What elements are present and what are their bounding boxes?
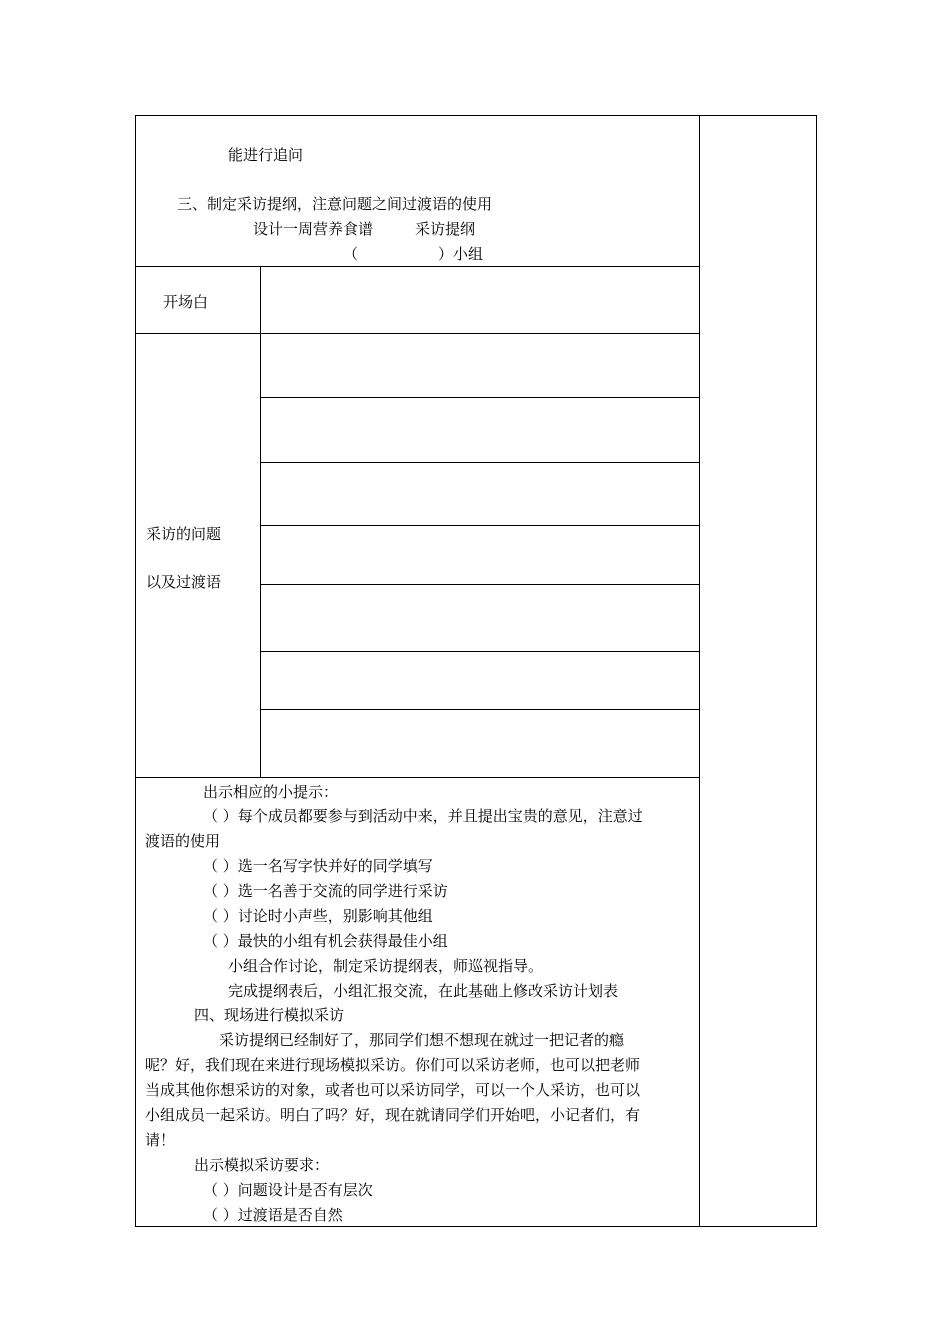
group-discussion-text: 小组合作讨论，制定采访提纲表，师巡视指导。	[228, 957, 544, 975]
line-can-follow-up: 能进行追问	[228, 146, 304, 164]
section-four-para-line2: 呢？好，我们现在来进行现场模拟采访。你们可以采访老师，也可以把老师	[145, 1056, 641, 1074]
section-four-para-line5: 请！	[145, 1131, 176, 1149]
section-four-para-line1: 采访提纲已经制好了，那同学们想不想现在就过一把记者的瘾	[219, 1031, 625, 1049]
group-report-text: 完成提纲表后，小组汇报交流，在此基础上修改采访计划表	[228, 982, 619, 1000]
requirement-1: （ ）问题设计是否有层次	[203, 1181, 373, 1199]
requirements-heading: 出示模拟采访要求：	[194, 1156, 330, 1174]
section-four-para-line3: 当成其他你想采访的对象，或者也可以采访同学，可以一个人采访，也可以	[145, 1081, 641, 1099]
outline-title-left: 设计一周营养食谱	[253, 220, 374, 238]
opening-label: 开场白	[163, 293, 209, 311]
questions-label-line1: 采访的问题	[146, 525, 222, 543]
tip-item-4: （ ）讨论时小声些，别影响其他组	[203, 907, 433, 925]
tip-item-1: （ ）每个成员都要参与到活动中来，并且提出宝贵的意见，注意过	[203, 807, 643, 825]
section-three-heading: 三、制定采访提纲，注意问题之间过渡语的使用	[177, 195, 493, 213]
questions-label-line2: 以及过渡语	[146, 573, 222, 591]
tips-heading: 出示相应的小提示：	[203, 783, 339, 801]
tip-item-5: （ ）最快的小组有机会获得最佳小组	[203, 932, 448, 950]
group-open-paren: （	[343, 245, 359, 263]
outline-title-right: 采访提纲	[415, 220, 476, 238]
tip-item-2: （ ）选一名写字快并好的同学填写	[203, 857, 433, 875]
group-label: ）小组	[438, 245, 484, 263]
requirement-2: （ ）过渡语是否自然	[203, 1206, 343, 1224]
tip-item-3: （ ）选一名善于交流的同学进行采访	[203, 882, 448, 900]
tip-item-1-cont: 渡语的使用	[145, 832, 221, 850]
section-four-para-line4: 小组成员一起采访。明白了吗？好，现在就请同学们开始吧，小记者们，有	[145, 1106, 641, 1124]
section-four-heading: 四、现场进行模拟采访	[194, 1006, 345, 1024]
